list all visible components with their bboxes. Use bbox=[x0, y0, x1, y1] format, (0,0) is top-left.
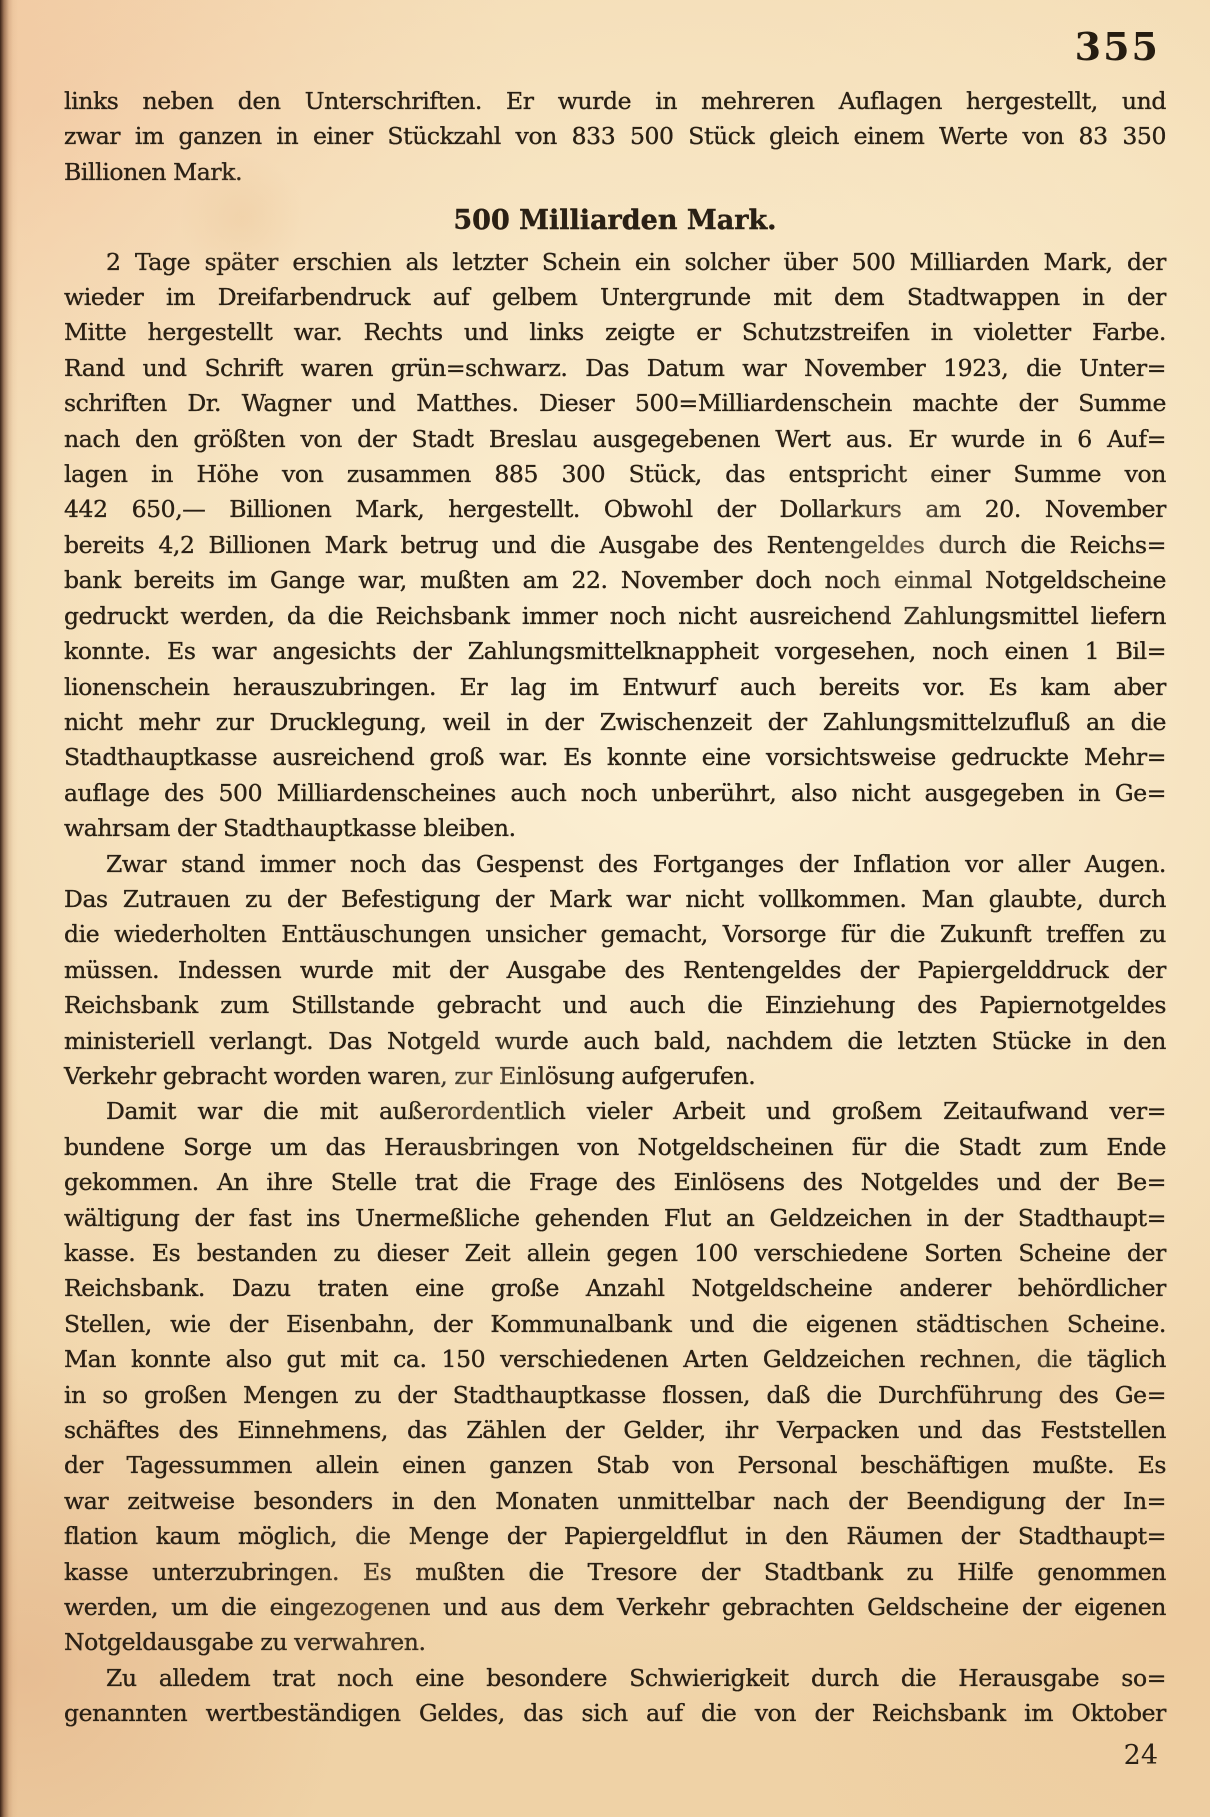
text-line: die wiederholten Enttäuschungen unsicher gemacht, Vorsorge für die Zukunft treffen zu bbox=[64, 920, 1166, 949]
text-line: Reichsbank. Dazu traten eine große Anzahl Notgeldscheine anderer behördlicher bbox=[64, 1274, 1166, 1303]
text-line: genannten wertbeständigen Geldes, das sich auf die von der Reichsbank im Oktober bbox=[64, 1699, 1166, 1728]
text-line: werden, um die eingezogenen und aus dem Verkehr gebrachten Geldscheine der eigenen bbox=[64, 1593, 1166, 1622]
page-number: 355 bbox=[1074, 24, 1160, 69]
text-line: Billionen Mark. bbox=[64, 157, 243, 186]
text-line: in so großen Mengen zu der Stadthauptkasse flossen, daß die Durchführung des Ge= bbox=[64, 1380, 1166, 1409]
text-line: konnte. Es war angesichts der Zahlungsmittelknappheit vorgesehen, noch einen 1 Bil= bbox=[64, 637, 1166, 666]
text-line: Zwar stand immer noch das Gespenst des Fortganges der Inflation vor aller Augen. bbox=[106, 849, 1166, 878]
text-line: bereits 4,2 Billionen Mark betrug und die Ausgabe des Rentengeldes durch die Reichs= bbox=[64, 530, 1166, 559]
text-line: gedruckt werden, da die Reichsbank immer noch nicht ausreichend Zahlungsmittel liefern bbox=[64, 601, 1166, 630]
text-line: Notgeldausgabe zu verwahren. bbox=[64, 1628, 426, 1657]
text-line: Damit war die mit außerordentlich vieler Arbeit und großem Zeitaufwand ver= bbox=[106, 1097, 1166, 1126]
text-line: bank bereits im Gange war, mußten am 22. November doch noch einmal Notgeldscheine bbox=[64, 566, 1166, 595]
text-line: gekommen. An ihre Stelle trat die Frage des Einlösens des Notgeldes und der Be= bbox=[64, 1168, 1166, 1197]
text-line: Verkehr gebracht worden waren, zur Einlösung aufgerufen. bbox=[64, 1061, 756, 1090]
text-line: auflage des 500 Milliardenscheines auch noch unberührt, also nicht ausgegeben in Ge= bbox=[64, 778, 1166, 807]
text-line: schriften Dr. Wagner und Matthes. Dieser 500=Milliardenschein machte der Summe bbox=[64, 389, 1166, 418]
section-heading: 500 Milliarden Mark. bbox=[453, 205, 777, 237]
paragraph bbox=[64, 84, 1166, 190]
text-line: flation kaum möglich, die Menge der Papiergeldflut in den Räumen der Stadthaupt= bbox=[64, 1522, 1166, 1551]
text-line: lionenschein herauszubringen. Er lag im Entwurf auch bereits vor. Es kam aber bbox=[64, 672, 1166, 701]
text-line: Das Zutrauen zu der Befestigung der Mark war nicht vollkommen. Man glaubte, durch bbox=[64, 884, 1166, 913]
text-line: der Tagessummen allein einen ganzen Stab von Personal beschäftigen mußte. Es bbox=[64, 1451, 1166, 1480]
text-line: kasse unterzubringen. Es mußten die Tresore der Stadtbank zu Hilfe genommen bbox=[64, 1557, 1166, 1586]
text-line: müssen. Indessen wurde mit der Ausgabe des Rentengeldes der Papiergelddruck der bbox=[64, 955, 1166, 984]
text-line: 2 Tage später erschien als letzter Schein ein solcher über 500 Milliarden Mark, der bbox=[106, 247, 1166, 276]
paragraph bbox=[64, 245, 1166, 847]
text-line: Stadthauptkasse ausreichend groß war. Es konnte eine vorsichtsweise gedruckte Mehr= bbox=[64, 743, 1166, 772]
text-line: Stellen, wie der Eisenbahn, der Kommunalbank und die eigenen städtischen Scheine. bbox=[64, 1309, 1166, 1338]
paragraph bbox=[64, 1094, 1166, 1661]
paragraph bbox=[64, 1661, 1166, 1732]
text-line: Reichsbank zum Stillstande gebracht und auch die Einziehung des Papiernotgeldes bbox=[64, 991, 1166, 1020]
signature-mark: 24 bbox=[1123, 1740, 1158, 1771]
text-line: nicht mehr zur Drucklegung, weil in der Zwischenzeit der Zahlungsmittelzufluß an die bbox=[64, 707, 1166, 736]
text-line: war zeitweise besonders in den Monaten unmittelbar nach der Beendigung der In= bbox=[64, 1486, 1166, 1515]
text-line: wieder im Dreifarbendruck auf gelbem Untergrunde mit dem Stadtwappen in der bbox=[64, 283, 1166, 312]
text-line: wahrsam der Stadthauptkasse bleiben. bbox=[64, 814, 516, 843]
paragraph bbox=[64, 847, 1166, 1095]
text-line: links neben den Unterschriften. Er wurde in mehreren Auflagen hergestellt, und bbox=[64, 87, 1166, 115]
text-line: lagen in Höhe von zusammen 885 300 Stück, das entspricht einer Summe von bbox=[64, 460, 1166, 489]
text-line: nach den größten von der Stadt Breslau ausgegebenen Wert aus. Er wurde in 6 Auf= bbox=[64, 424, 1166, 453]
text-line: 442 650,— Billionen Mark, hergestellt. Obwohl der Dollarkurs am 20. November bbox=[64, 495, 1166, 524]
text-line: schäftes des Einnehmens, das Zählen der Gelder, ihr Verpacken und das Feststellen bbox=[64, 1416, 1166, 1445]
text-line: wältigung der fast ins Unermeßliche gehenden Flut an Geldzeichen in der Stadthaupt= bbox=[64, 1203, 1166, 1232]
text-block bbox=[64, 84, 1166, 1732]
text-line: Mitte hergestellt war. Rechts und links zeigte er Schutzstreifen in violetter Farbe. bbox=[64, 318, 1166, 347]
text-line: zwar im ganzen in einer Stückzahl von 833 500 Stück gleich einem Werte von 83 350 bbox=[64, 122, 1166, 151]
text-line: Zu alledem trat noch eine besondere Schwierigkeit durch die Herausgabe so= bbox=[106, 1663, 1166, 1692]
text-line: Man konnte also gut mit ca. 150 verschiedenen Arten Geldzeichen rechnen, die täglich bbox=[64, 1345, 1166, 1374]
text-line: bundene Sorge um das Herausbringen von Notgeldscheinen für die Stadt zum Ende bbox=[64, 1132, 1166, 1161]
text-line: kasse. Es bestanden zu dieser Zeit allein gegen 100 verschiedene Sorten Scheine der bbox=[64, 1239, 1166, 1267]
text-line: ministeriell verlangt. Das Notgeld wurde auch bald, nachdem die letzten Stücke in den bbox=[64, 1026, 1166, 1055]
text-line: Rand und Schrift waren grün=schwarz. Das Datum war November 1923, die Unter= bbox=[64, 353, 1166, 382]
